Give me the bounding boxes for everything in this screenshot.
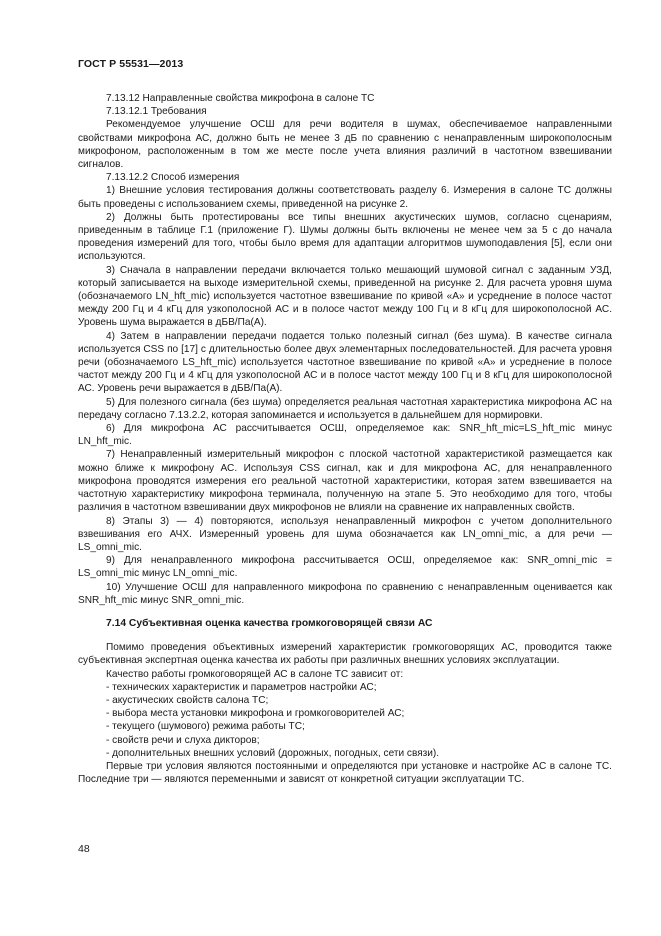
list-item: - технических характеристик и параметров настройки АС; [106, 681, 377, 693]
section-title: 7.14 Субъективная оценка качества громкоговорящей связи АС [106, 617, 433, 629]
paragraph: 1) Внешние условия тестирования должны соответствовать разделу 6. Измерения в салоне ТС должны быть проведены с использованием схемы, приведенной на рисунке 2. [78, 185, 612, 210]
list-item: - текущего (шумового) режима работы ТС; [106, 721, 305, 733]
list-item: - свойств речи и слуха дикторов; [106, 734, 260, 746]
paragraph: 2) Должны быть протестированы все типы внешних акустических шумов, согласно сценариям, приведенным в таблице Г.1 (приложение Г). Шумы должны быть включены не менее чем за 5 с до начала проведения измерений для того, чтобы было время для адаптации алгоритмов шумоподавления [5], если они используются. [78, 211, 612, 263]
subsection-heading: 7.13.12 Направленные свойства микрофона в салоне ТС [106, 93, 375, 104]
paragraph: 4) Затем в направлении передачи подается только полезный сигнал (без шума). В качестве сигнала используется CSS по [17] с длительностью более двух элементарных последовательностей. Для расчета уровня речи (обозначаемого LS_hft_mic) используется частотное взвешивание по кривой «А» и усреднение в полосе частот между 200 Гц и 4 кГц для узкополосной АС и в полосе частот между 100 Гц и 8 кГц для широкополосной АС. Уровень речи выражается в дБВ/Па(А). [78, 330, 612, 395]
paragraph: 6) Для микрофона АС рассчитывается ОСШ, определяемое как: SNR_hft_mic=LS_hft_mic минус LN_hft_mic. [78, 423, 612, 448]
page-number: 48 [78, 843, 90, 855]
paragraph: Помимо проведения объективных измерений характеристик громкоговорящих АС, проводится также субъективная экспертная оценка качества их работы при различных внешних условиях эксплуатации. [78, 642, 612, 667]
subsection-heading: 7.13.12.1 Требования [106, 106, 207, 118]
standard-header: ГОСТ Р 55531—2013 [78, 58, 184, 70]
document-body [78, 92, 612, 786]
paragraph: Первые три условия являются постоянными и определяются при установке и настройке АС в салоне ТС. Последние три — являются переменными и зависят от конкретной ситуации эксплуатации ТС. [78, 760, 612, 786]
paragraph: 9) Для ненаправленного микрофона рассчитывается ОСШ, определяемое как: SNR_omni_mic = LS_omni_mic минус LN_omni_mic. [78, 555, 612, 580]
list-item: - акустических свойств салона ТС; [106, 694, 269, 706]
paragraph: 10) Улучшение ОСШ для направленного микрофона по сравнению с ненаправленным оценивается как SNR_hft_mic минус SNR_omni_mic. [78, 581, 612, 606]
paragraph: 8) Этапы 3) — 4) повторяются, используя ненаправленный микрофон с учетом дополнительного взвешивания его АЧХ. Измеренный уровень для шума обозначается как LN_omni_mic, а для речи — LS_omni_mic. [78, 515, 612, 553]
paragraph: Рекомендуемое улучшение ОСШ для речи водителя в шумах, обеспечиваемое направленными свойствами микрофона АС, должно быть не менее 3 дБ по сравнению с ненаправленным широкополосным микрофоном, расположенным в том же месте после учета влияния различий в частотном взвешивании сигналов. [78, 119, 612, 171]
paragraph: 5) Для полезного сигнала (без шума) определяется реальная частотная характеристика микрофона АС на передачу согласно 7.13.2.2, которая запоминается и используется в дальнейшем для нормировки. [78, 396, 612, 421]
paragraph: 7) Ненаправленный измерительный микрофон с плоской частотной характеристикой размещается как можно ближе к микрофону АС. Используя CSS сигнал, как и для микрофона АС, для ненаправленного микрофона проводятся измерения его реальной частотной характеристики, которая затем взвешивается на частотную характеристику микрофона терминала, полученную на этапе 5. Это необходимо для того, чтобы различия в частотном взвешивании двух микрофонов не влияли на сравнение их направленных свойств. [78, 449, 612, 514]
paragraph: 3) Сначала в направлении передачи включается только мешающий шумовой сигнал с заданным УЗД, который записывается на выходе измерительной схемы, приведенной на рисунке 2. Для расчета уровня шума (обозначаемого LN_hft_mic) используется частотное взвешивание по кривой «А» и усреднение в полосе частот между 200 Гц и 4 кГц для узкополосной АС и в полосе частот между 100 Гц и 8 кГц для широкополосной АС. Уровень шума выражается в дБВ/Па(А). [78, 264, 612, 329]
list-item: - дополнительных внешних условий (дорожных, погодных, сети связи). [106, 747, 440, 759]
subsection-heading: 7.13.12.2 Способ измерения [106, 172, 240, 184]
list-item: - выбора места установки микрофона и громкоговорителей АС; [106, 708, 405, 720]
list-intro: Качество работы громкоговорящей АС в салоне ТС зависит от: [106, 668, 404, 680]
